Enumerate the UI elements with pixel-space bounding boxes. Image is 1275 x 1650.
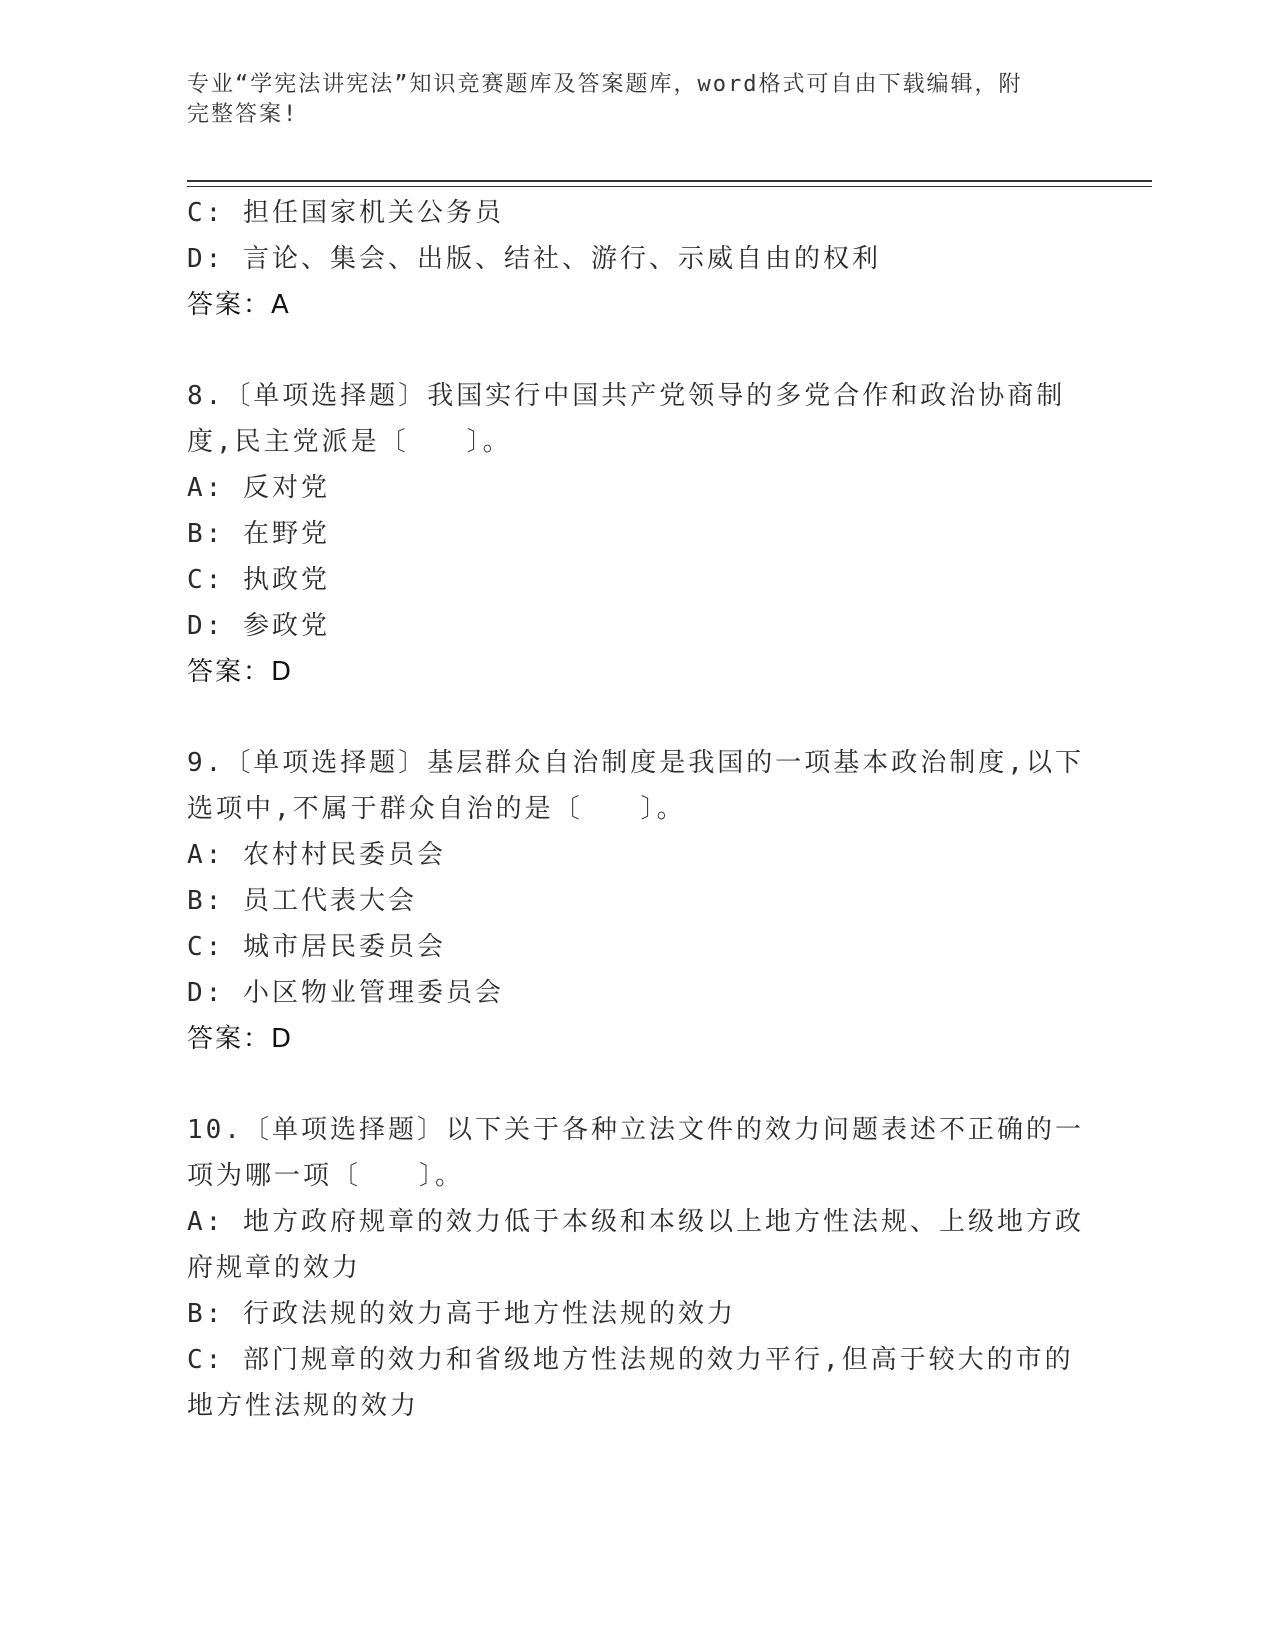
question-7-tail: [187, 190, 1087, 328]
document-header: [187, 70, 1067, 130]
question-9: [187, 740, 1087, 1062]
q7-answer: 答案：A: [187, 290, 291, 320]
q10-option-c-line-2: 地方性法规的效力: [187, 1391, 420, 1421]
spacer: [187, 695, 1087, 740]
spacer: [187, 328, 1087, 373]
q7-option-d: D: 言论、集会、出版、结社、游行、示威自由的权利: [187, 244, 881, 274]
q8-answer: 答案：D: [187, 657, 294, 687]
question-10: [187, 1107, 1087, 1429]
question-body: [187, 190, 1087, 1429]
header-title-line-1: 专业“学宪法讲宪法”知识竞赛题库及答案题库，word格式可自由下载编辑，附: [187, 72, 1023, 97]
header-rule-thin: [187, 186, 1152, 187]
q10-option-c-line-1: C: 部门规章的效力和省级地方性法规的效力平行,但高于较大的市的: [187, 1345, 1074, 1375]
q8-option-c: C: 执政党: [187, 565, 330, 595]
q10-option-a-line-1: A: 地方政府规章的效力低于本级和本级以上地方性法规、上级地方政: [187, 1207, 1084, 1237]
q10-option-b: B: 行政法规的效力高于地方性法规的效力: [187, 1299, 736, 1329]
q8-option-d: D: 参政党: [187, 611, 330, 641]
q9-stem-line-1: 9.〔单项选择题〕基层群众自治制度是我国的一项基本政治制度,以下: [187, 748, 1084, 778]
q9-option-c: C: 城市居民委员会: [187, 932, 446, 962]
q9-option-a: A: 农村村民委员会: [187, 840, 446, 870]
q8-option-a: A: 反对党: [187, 473, 330, 503]
q10-stem-line-2: 项为哪一项〔 〕。: [187, 1161, 465, 1191]
q9-stem-line-2: 选项中,不属于群众自治的是〔 〕。: [187, 794, 686, 824]
spacer: [187, 1062, 1087, 1107]
q9-option-b: B: 员工代表大会: [187, 886, 417, 916]
q10-option-a-line-2: 府规章的效力: [187, 1253, 362, 1283]
q10-stem-line-1: 10.〔单项选择题〕以下关于各种立法文件的效力问题表述不正确的一: [187, 1115, 1084, 1145]
q7-option-c: C: 担任国家机关公务员: [187, 198, 504, 228]
q9-option-d: D: 小区物业管理委员会: [187, 978, 504, 1008]
q8-option-b: B: 在野党: [187, 519, 330, 549]
q8-stem-line-1: 8.〔单项选择题〕我国实行中国共产党领导的多党合作和政治协商制: [187, 381, 1066, 411]
question-8: [187, 373, 1087, 695]
q9-answer: 答案：D: [187, 1024, 294, 1054]
header-rule-thick: [187, 180, 1152, 182]
header-title-line-2: 完整答案!: [187, 102, 299, 127]
q8-stem-line-2: 度,民主党派是〔 〕。: [187, 427, 512, 457]
